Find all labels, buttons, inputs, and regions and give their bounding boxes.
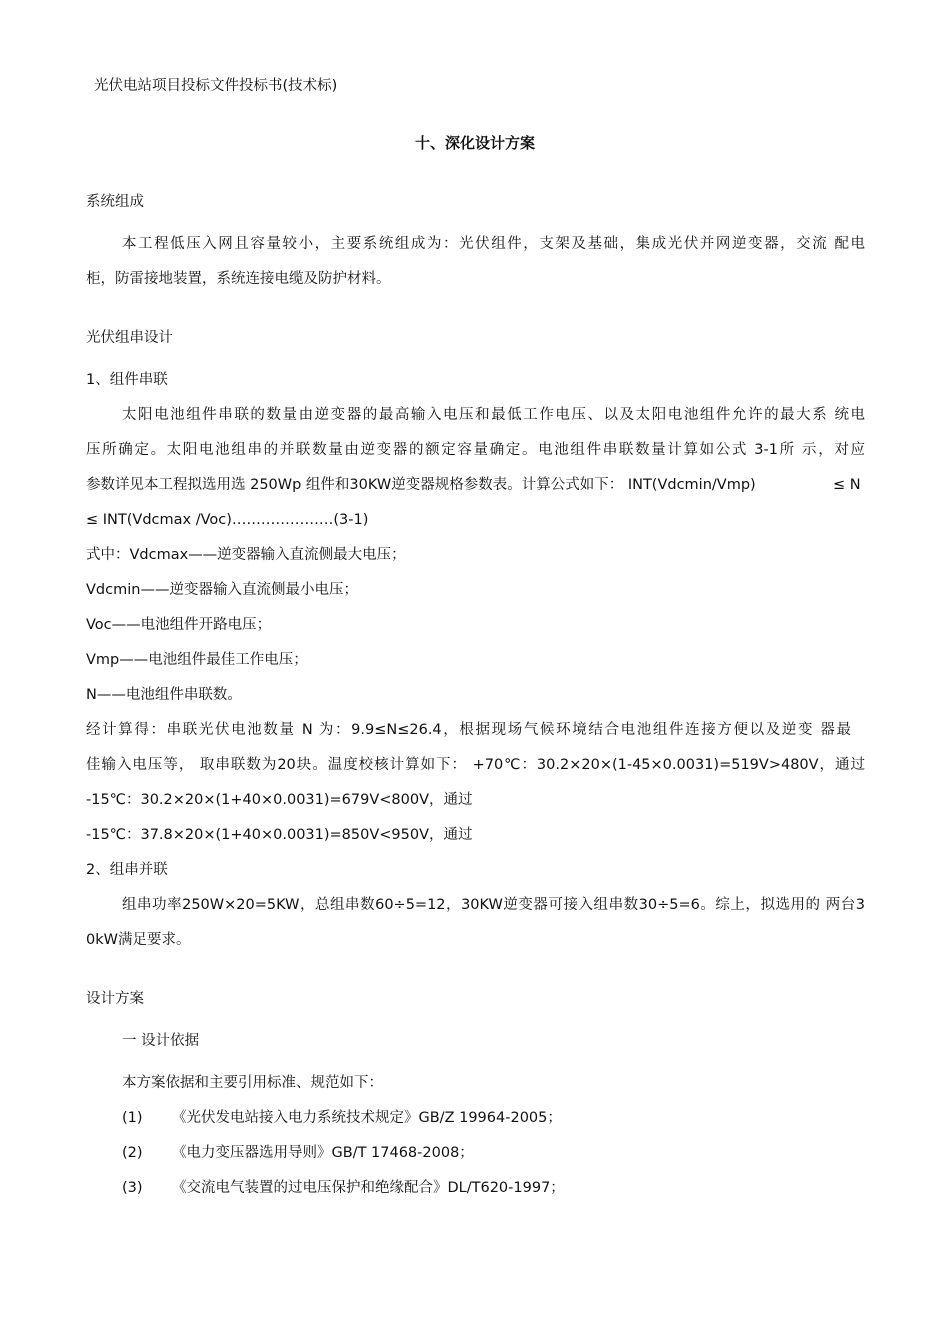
list-item-text: 《电力变压器选用导则》GB/T 17468-2008； xyxy=(172,1145,474,1161)
calculation-line: 经计算得：串联光伏电池数量 N 为：9.9≤N≤26.4，根据现场气候环境结合电池组件连接方便以及逆变 器最 xyxy=(86,722,851,738)
list-item-number: (3) xyxy=(122,1180,143,1196)
intro-line: 本方案依据和主要引用标准、规范如下： xyxy=(122,1075,383,1091)
subheading-design-basis: 一 设计依据 xyxy=(122,1033,200,1049)
subheading-series: 1、组件串联 xyxy=(86,372,168,388)
paragraph-line: 0kW满足要求。 xyxy=(86,932,191,948)
paragraph-line: 组串功率250W×20=5KW，总组串数60÷5=12，30KW逆变器可接入组串数30÷5=6。综上，拟选用的 两台3 xyxy=(122,897,865,913)
paragraph-line: 太阳电池组件串联的数量由逆变器的最高输入电压和最低工作电压、以及太阳电池组件允许的最大系 统电 xyxy=(122,407,865,423)
paragraph-line: 柜，防雷接地装置，系统连接电缆及防护材料。 xyxy=(86,271,391,287)
paragraph-line: 压所确定。太阳电池组串的并联数量由逆变器的额定容量确定。电池组件串联数量计算如公式 3-1所 示，对应 xyxy=(86,442,865,458)
calculation-line: -15℃：37.8×20×(1+40×0.0031)=850V<950V，通过 xyxy=(86,827,473,843)
definition-line: Vmp——电池组件最佳工作电压； xyxy=(86,652,308,668)
paragraph-line: 参数详见本工程拟选用选 250Wp 组件和30KW逆变器规格参数表。计算公式如下： INT(Vdcmin/Vmp) xyxy=(86,477,756,493)
definition-line: Voc——电池组件开路电压； xyxy=(86,617,272,633)
calculation-line: -15℃：30.2×20×(1+40×0.0031)=679V<800V，通过 xyxy=(86,792,473,808)
list-item-text: 《交流电气装置的过电压保护和绝缘配合》DL/T620-1997； xyxy=(172,1180,565,1196)
paragraph-line: 本工程低压入网且容量较小，主要系统组成为：光伏组件，支架及基础，集成光伏并网逆变器，交流 配电 xyxy=(122,236,865,252)
calculation-line: 佳输入电压等， 取串联数为20块。温度校核计算如下： +70℃：30.2×20×(1-45×0.0031)=519V>480V，通过 xyxy=(86,757,865,773)
subheading-parallel: 2、组串并联 xyxy=(86,862,168,878)
formula-line: ≤ INT(Vdcmax /Voc)…………………(3-1) xyxy=(86,512,369,528)
definition-line: N——电池组件串联数。 xyxy=(86,687,242,703)
paragraph-line-end: ≤ N xyxy=(833,477,861,493)
heading-system-composition: 系统组成 xyxy=(86,194,144,210)
section-title: 十、深化设计方案 xyxy=(415,134,536,152)
list-item-text: 《光伏发电站接入电力系统技术规定》GB/Z 19964-2005； xyxy=(172,1110,562,1126)
running-header: 光伏电站项目投标文件投标书(技术标) xyxy=(94,78,338,94)
definition-line: Vdcmin——逆变器输入直流侧最小电压； xyxy=(86,582,358,598)
heading-string-design: 光伏组串设计 xyxy=(86,330,173,346)
list-item-number: (1) xyxy=(122,1110,143,1126)
list-item-number: (2) xyxy=(122,1145,143,1161)
definition-line: 式中：Vdcmax——逆变器输入直流侧最大电压； xyxy=(86,547,406,563)
heading-design-plan: 设计方案 xyxy=(86,991,144,1007)
